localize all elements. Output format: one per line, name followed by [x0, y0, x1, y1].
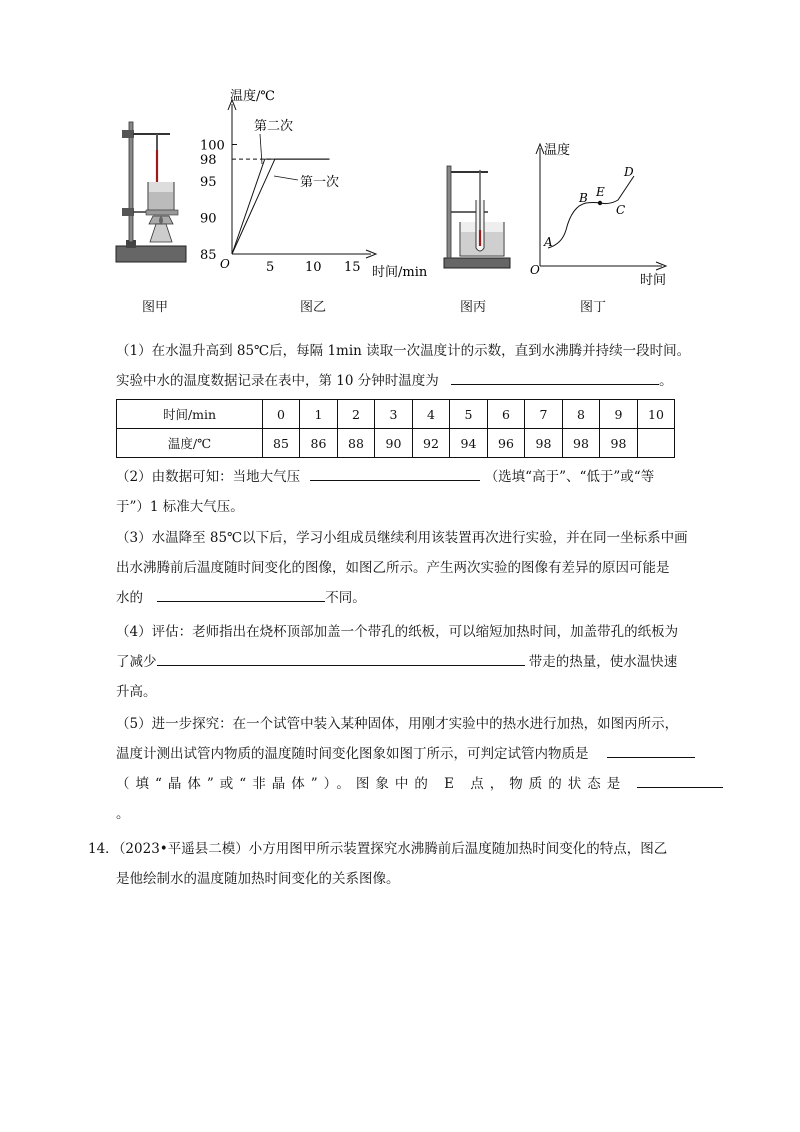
- y-axis-label: 温度/℃: [230, 89, 275, 104]
- leader-first: [274, 176, 298, 180]
- figure-jia-apparatus: [112, 112, 194, 272]
- x-tick-label: 15: [344, 260, 361, 275]
- q4-line1: （4）评估：老师指出在烧杯顶部加盖一个带孔的纸板，可以缩短加热时间，加盖带孔的纸板为: [116, 624, 679, 640]
- figure-bing-caption: 图丙: [460, 300, 487, 315]
- table-row-temp: 温度/℃ 85 86 88 90 92 94 96 98 98 98: [117, 429, 675, 458]
- point-D-label: D: [624, 165, 634, 179]
- answer-blank-q3[interactable]: [157, 587, 325, 602]
- y-axis-label: 温度: [544, 143, 571, 158]
- temperature-table: [116, 399, 675, 458]
- figure-bing-apparatus: [440, 160, 515, 272]
- y-tick-label: 98: [200, 153, 217, 169]
- q5-line2: 温度计测出试管内物质的温度随时间变化图象如图丁所示，可判定试管内物质是: [116, 739, 796, 769]
- x-axis-label: 时间: [640, 273, 667, 288]
- origin-label: O: [220, 257, 230, 271]
- x-axis-label: 时间/min: [372, 265, 428, 280]
- point-E-label: E: [596, 185, 605, 199]
- table-row-time: 时间/min 0 1 2 3 4 5 6 7 8 9 10: [117, 400, 675, 429]
- q5-line1: （5）进一步探究：在一个试管中装入某种固体，用刚才实验中的热水进行加热，如图丙所示，: [116, 716, 679, 732]
- y-tick-label: 95: [200, 175, 217, 190]
- point-E: [598, 201, 602, 205]
- series-line-2: [232, 159, 330, 254]
- q3-line3: 水的 不同。: [116, 583, 716, 613]
- table-cell-empty[interactable]: [638, 429, 675, 458]
- figure-ding-caption: 图丁: [580, 300, 607, 315]
- figure-jia-caption: 图甲: [142, 300, 169, 315]
- table-header-temp: 温度/℃: [117, 429, 263, 458]
- question-1: [116, 336, 716, 396]
- x-tick-label: 5: [266, 260, 275, 275]
- x-tick-label: 10: [305, 260, 322, 275]
- question-5: [116, 709, 796, 829]
- answer-blank-q4[interactable]: [157, 651, 525, 666]
- point-A-label: A: [544, 235, 553, 249]
- point-B-label: B: [579, 191, 588, 205]
- q3-line2: 出水沸腾前后温度随时间变化的图像，如图乙所示。产生两次实验的图像有差异的原因可能是: [116, 560, 670, 576]
- question-3: [116, 523, 716, 613]
- origin-label: O: [530, 263, 540, 277]
- q3-line1: （3）水温降至 85℃以下后，学习小组成员继续利用该装置再次进行实验，并在同一坐标系中画: [116, 530, 688, 546]
- label-first: 第一次: [300, 175, 340, 190]
- q4-line3: 升高。: [116, 684, 157, 700]
- q1-line1: （1）在水温升高到 85℃后，每隔 1min 读取一次温度计的示数，直到水沸腾并持续一段时间。: [116, 343, 691, 359]
- figure-yi-chart: [196, 86, 446, 286]
- question-2: [116, 462, 716, 522]
- y-tick-label: 100: [200, 138, 225, 154]
- q14-line2: 是他绘制水的温度随加热时间变化的关系图像。: [116, 871, 400, 887]
- question-14-number: 14．: [88, 841, 119, 857]
- table-header-time: 时间/min: [117, 400, 263, 429]
- series-line-1: [232, 159, 330, 254]
- q4-line2: 了减少 带走的热量，使水温快速: [116, 647, 716, 677]
- q5-line4: 。: [116, 806, 130, 822]
- question-4: [116, 617, 716, 707]
- figure-yi-caption: 图乙: [300, 300, 327, 315]
- answer-blank-q5a[interactable]: [607, 743, 695, 758]
- question-14: [88, 834, 728, 894]
- y-tick-label: 90: [200, 211, 217, 227]
- answer-blank-q5b[interactable]: [637, 773, 723, 788]
- q14-line1: （2023•平遥县二模）小方用图甲所示装置探究水沸腾前后温度随加热时间变化的特点，图乙: [118, 841, 668, 857]
- q2-line1: （2）由数据可知：当地大气压 （选填“高于”、“低于”或“等: [116, 462, 716, 492]
- figure-ding-chart: [524, 138, 674, 288]
- label-second: 第二次: [254, 119, 294, 134]
- y-tick-label: 85: [200, 248, 217, 263]
- q5-line3: （填“晶体”或“非晶体”）。图象中的 E 点，物质的状态是: [116, 769, 796, 799]
- point-C-label: C: [616, 203, 626, 217]
- answer-blank-q1[interactable]: [451, 370, 659, 385]
- q2-line2: 于”）1 标准大气压。: [116, 499, 244, 515]
- answer-blank-q2[interactable]: [310, 466, 480, 481]
- q1-line2: 实验中水的温度数据记录在表中，第 10 分钟时温度为 。: [116, 366, 716, 396]
